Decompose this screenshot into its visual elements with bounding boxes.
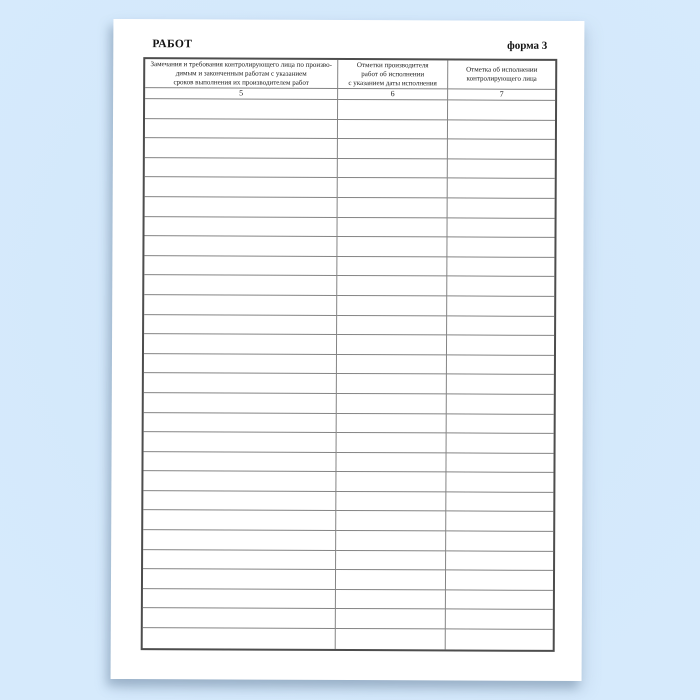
table-cell-empty bbox=[143, 511, 336, 531]
table-cell-empty bbox=[144, 334, 337, 354]
table-cell-empty bbox=[338, 120, 448, 140]
table-cell-empty bbox=[144, 236, 337, 256]
column-number-7: 7 bbox=[448, 89, 555, 100]
table-cell-empty bbox=[144, 217, 337, 237]
table-cell-empty bbox=[144, 315, 337, 335]
table-cell-empty bbox=[446, 571, 553, 591]
table-cell-empty bbox=[336, 453, 446, 473]
table-cell-empty bbox=[145, 99, 338, 119]
table-cell-empty bbox=[446, 610, 553, 630]
table-cell-empty bbox=[447, 296, 554, 316]
table-cell-empty bbox=[143, 609, 336, 629]
remarks-table bbox=[141, 57, 558, 651]
table-cell-empty bbox=[446, 512, 553, 532]
table-cell-empty bbox=[446, 492, 553, 512]
table-cell-empty bbox=[145, 158, 338, 178]
table-cell-empty bbox=[143, 452, 336, 472]
table-cell-empty bbox=[145, 197, 338, 217]
table-cell-empty bbox=[144, 295, 337, 315]
table-cell-empty bbox=[337, 276, 447, 296]
table-cell-empty bbox=[447, 218, 554, 238]
table-cell-empty bbox=[144, 354, 337, 374]
table-cell-empty bbox=[336, 492, 446, 512]
column-number-5: 5 bbox=[145, 88, 338, 100]
table-cell-empty bbox=[336, 570, 446, 590]
table-cell-empty bbox=[336, 629, 446, 649]
table-cell-empty bbox=[143, 491, 336, 511]
table-cell-empty bbox=[337, 315, 447, 335]
document-page bbox=[111, 19, 585, 681]
column-header-remarks: Замечания и требования контролирующего лица по произво- димым и законченным работам с указанием сроков выполнения их производителем работ bbox=[145, 59, 338, 89]
page-title-fragment: РАБОТ bbox=[152, 38, 193, 51]
table-cell-empty bbox=[447, 355, 554, 375]
table-cell-empty bbox=[337, 355, 447, 375]
table-cell-empty bbox=[447, 316, 554, 336]
table-cell-empty bbox=[446, 551, 553, 571]
table-cell-empty bbox=[336, 531, 446, 551]
table-cell-empty bbox=[337, 257, 447, 277]
table-cell-empty bbox=[143, 628, 336, 648]
table-cell-empty bbox=[446, 531, 553, 551]
table-cell-empty bbox=[336, 511, 446, 531]
table-cell-empty bbox=[336, 609, 446, 629]
table-cell-empty bbox=[337, 433, 447, 453]
table-cell-empty bbox=[336, 472, 446, 492]
table-cell-empty bbox=[337, 374, 447, 394]
table-cell-empty bbox=[447, 375, 554, 395]
table-cell-empty bbox=[336, 590, 446, 610]
table-cell-empty bbox=[447, 277, 554, 297]
table-cell-empty bbox=[338, 198, 448, 218]
table-cell-empty bbox=[447, 257, 554, 277]
table-cell-empty bbox=[337, 394, 447, 414]
table-cell-empty bbox=[145, 177, 338, 197]
table-cell-empty bbox=[338, 100, 448, 120]
page-header bbox=[143, 38, 557, 52]
table-cell-empty bbox=[144, 432, 337, 452]
table-cell-empty bbox=[338, 139, 448, 159]
table-cell-empty bbox=[447, 238, 554, 258]
table-cell-empty bbox=[447, 414, 554, 434]
table-cell-empty bbox=[145, 119, 338, 139]
form-number-label: форма 3 bbox=[507, 39, 548, 52]
table-cell-empty bbox=[446, 473, 553, 493]
table-cell-empty bbox=[143, 589, 336, 609]
column-number-6: 6 bbox=[338, 89, 448, 100]
table-cell-empty bbox=[143, 530, 336, 550]
table-cell-empty bbox=[145, 138, 338, 158]
table-cell-empty bbox=[144, 413, 337, 433]
table-cell-empty bbox=[337, 296, 447, 316]
table-cell-empty bbox=[447, 434, 554, 454]
table-cell-empty bbox=[448, 100, 555, 120]
table-cell-empty bbox=[144, 393, 337, 413]
table-cell-empty bbox=[144, 275, 337, 295]
table-cell-empty bbox=[446, 629, 553, 649]
table-cell-empty bbox=[446, 453, 553, 473]
table-cell-empty bbox=[337, 413, 447, 433]
table-cell-empty bbox=[144, 373, 337, 393]
table-cell-empty bbox=[143, 550, 336, 570]
table-cell-empty bbox=[143, 471, 336, 491]
table-cell-empty bbox=[144, 256, 337, 276]
column-header-producer-marks: Отметки производителя работ об исполнении с указанием даты исполнения bbox=[338, 60, 448, 89]
table-cell-empty bbox=[448, 179, 555, 199]
table-cell-empty bbox=[447, 394, 554, 414]
table-cell-empty bbox=[448, 159, 555, 179]
table-cell-empty bbox=[448, 140, 555, 160]
table-cell-empty bbox=[448, 198, 555, 218]
table-cell-empty bbox=[336, 551, 446, 571]
table-cell-empty bbox=[143, 569, 336, 589]
table-cell-empty bbox=[448, 120, 555, 140]
table-cell-empty bbox=[337, 237, 447, 257]
table-cell-empty bbox=[446, 590, 553, 610]
table-cell-empty bbox=[447, 336, 554, 356]
column-header-controller-mark: Отметка об исполнении контролирующего лица bbox=[448, 60, 555, 89]
table-cell-empty bbox=[338, 159, 448, 179]
table-cell-empty bbox=[338, 178, 448, 198]
table-cell-empty bbox=[337, 218, 447, 238]
table-cell-empty bbox=[337, 335, 447, 355]
